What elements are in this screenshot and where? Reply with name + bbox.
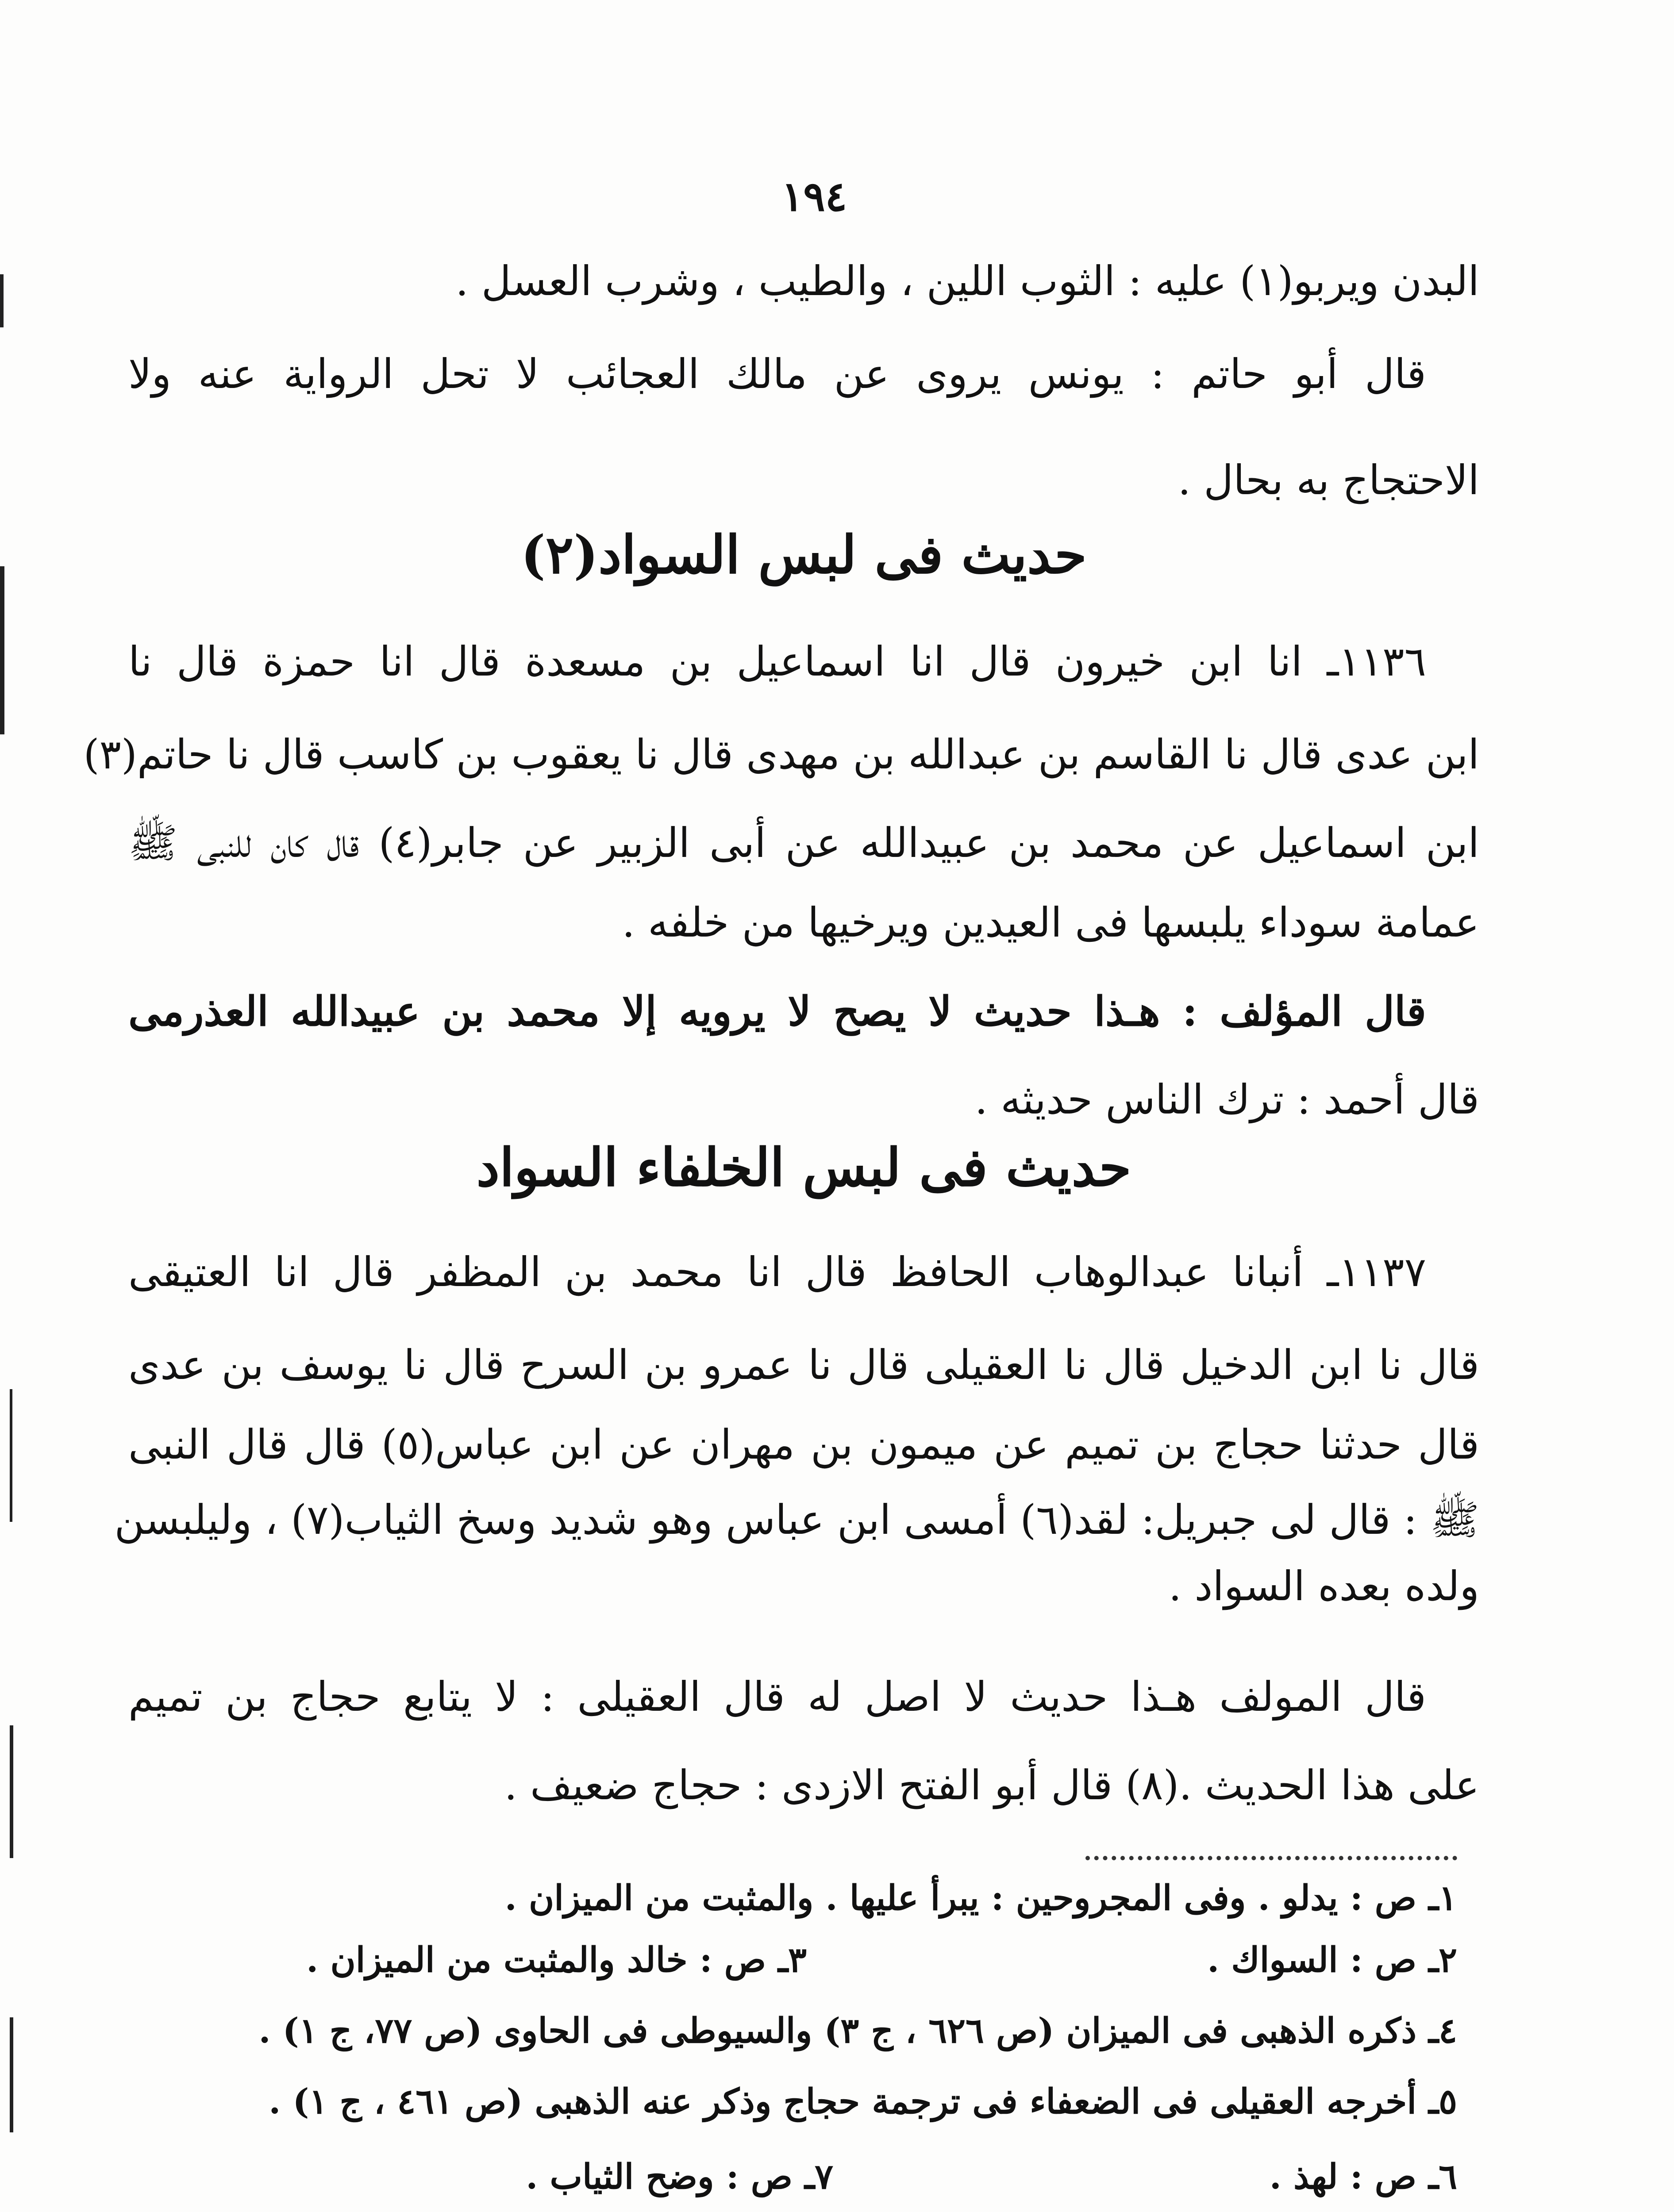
footnote: ٣ـ ص : خالد والمثبت من الميزان . [306,1940,807,1980]
section-heading: حديث فى لبس الخلفاء السواد [476,1137,1131,1198]
text-line: قال أبو حاتم : يونس يروى عن مالك العجائب لا تحل الرواية عنه ولا [128,350,1426,398]
footnote: ٤ـ ذكره الذهبى فى الميزان (ص ٦٢٦ ، ج ٣) والسيوطى فى الحاوى (ص ٧٧، ج ١) . [258,2011,1457,2051]
hadith-line: قال حدثنا حجاج بن تميم عن ميمون بن مهران عن ابن عباس(٥) قال قال النبى [128,1421,1479,1468]
footnote-divider [1085,1856,1457,1860]
hadith-line: ولده بعده السواد . [1168,1563,1479,1610]
hadith-line: ﷺ : قال لى جبريل: لقد(٦) أمسى ابن عباس وهو شديد وسخ الثياب(٧) ، وليلبسن [114,1496,1479,1544]
hadith-line: ١١٣٧ـ أنبانا عبدالوهاب الحافظ قال انا محمد بن المظفر قال انا العتيقى [128,1248,1426,1296]
page-number: ١٩٤ [781,173,847,220]
scan-edge-mark [10,1389,12,1522]
author-comment-line: قال أحمد : ترك الناس حديثه . [974,1076,1479,1123]
author-comment-line: قال المؤلف : هـذا حديث لا يصح لا يرويه إلا محمد بن عبيدالله العذرمى [128,987,1426,1035]
scan-edge-mark [0,274,4,327]
section-heading: حديث فى لبس السواد(٢) [521,524,1087,585]
author-comment-line: قال المولف هـذا حديث لا اصل له قال العقيلى : لا يتابع حجاج بن تميم [128,1673,1426,1720]
footnote: ٧ـ ص : وضح الثياب . [526,2157,833,2197]
hadith-line: ابن عدى قال نا القاسم بن عبدالله بن مهدى قال نا يعقوب بن كاسب قال نا حاتم(٣) [83,731,1479,778]
hadith-line: ١١٣٦ـ انا ابن خيرون قال انا اسماعيل بن مسعدة قال انا حمزة قال نا [128,638,1426,685]
footnote: ٦ـ ص : لهذ . [1269,2157,1457,2197]
text-line: الاحتجاج به بحال . [1178,457,1479,504]
author-comment-line: على هذا الحديث .(٨) قال أبو الفتح الازدى : حجاج ضعيف . [504,1762,1479,1809]
scan-edge-mark [0,566,4,734]
scan-edge-mark [10,1725,13,1858]
scan-edge-mark [10,2017,13,2132]
footnote: ٥ـ أخرجه العقيلى فى الضعفاء فى ترجمة حجاج وذكر عنه الذهبى (ص ٤٦١ ، ج ١) . [269,2081,1457,2122]
text-line: البدن ويربو(١) عليه : الثوب اللين ، والطيب ، وشرب العسل . [455,257,1479,305]
hadith-line: قال نا ابن الدخيل قال نا العقيلى قال نا عمرو بن السرح قال نا يوسف بن عدى [128,1341,1479,1389]
hadith-line: عمامة سوداء يلبسها فى العيدين ويرخيها من خلفه . [622,899,1479,946]
footnote: ٢ـ ص : السواك . [1207,1940,1457,1980]
footnote: ١ـ ص : يدلو . وفى المجروحين : يبرأ عليها . والمثبت من الميزان . [504,1878,1457,1918]
hadith-line: ابن اسماعيل عن محمد بن عبيدالله عن أبى الزبير عن جابر(٤) قال كان للنبى ﷺ [128,819,1479,867]
